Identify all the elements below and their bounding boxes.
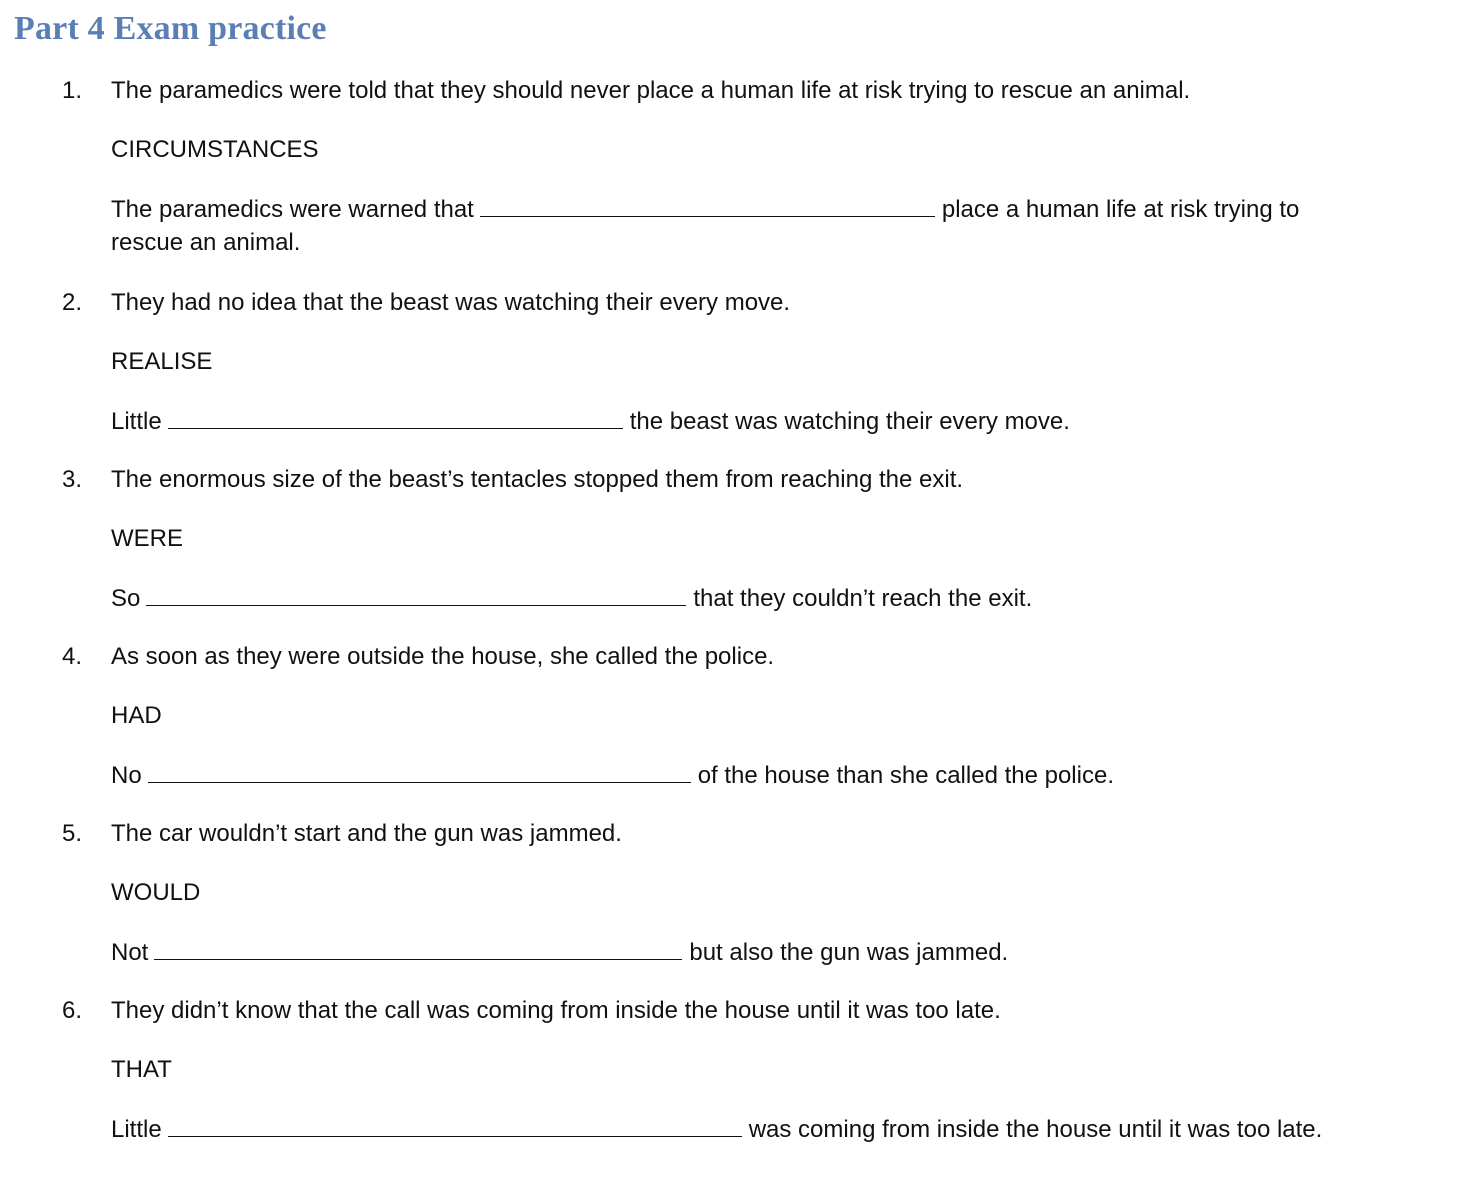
answer-line: [111, 581, 1032, 616]
answer-suffix: the beast was watching their every move.: [629, 408, 1070, 435]
question-keyword: REALISE: [111, 348, 213, 375]
answer-blank[interactable]: [148, 758, 691, 783]
answer-prefix: No: [111, 762, 142, 789]
answer-blank[interactable]: [168, 404, 623, 429]
question-sentence: The enormous size of the beast’s tentacles stopped them from reaching the exit.: [111, 466, 964, 493]
question-number: 2.: [62, 289, 83, 316]
answer-suffix: place a human life at risk trying to: [941, 196, 1300, 223]
answer-line: [111, 935, 1008, 970]
question-number: 5.: [62, 820, 83, 847]
answer-prefix: Not: [111, 939, 149, 966]
question-number: 1.: [62, 77, 83, 104]
answer-suffix: but also the gun was jammed.: [689, 939, 1009, 966]
answer-blank[interactable]: [146, 581, 686, 606]
answer-blank[interactable]: [480, 192, 935, 217]
answer-line: [111, 404, 1070, 439]
question-keyword: THAT: [111, 1056, 172, 1083]
answer-suffix: was coming from inside the house until it was too late.: [748, 1116, 1323, 1143]
question-sentence: They didn’t know that the call was coming from inside the house until it was too late.: [111, 997, 1001, 1024]
answer-continuation: rescue an animal.: [111, 229, 301, 256]
question-keyword: HAD: [111, 702, 162, 729]
page-title: Part 4 Exam practice: [14, 10, 327, 47]
question-sentence: The car wouldn’t start and the gun was jammed.: [111, 820, 622, 847]
answer-suffix: of the house than she called the police.: [697, 762, 1114, 789]
question-sentence: The paramedics were told that they should never place a human life at risk trying to rescue an animal.: [111, 77, 1191, 104]
answer-line: [111, 758, 1114, 793]
question-number: 6.: [62, 997, 83, 1024]
question-sentence: As soon as they were outside the house, she called the police.: [111, 643, 775, 670]
answer-blank[interactable]: [154, 935, 682, 960]
answer-line: [111, 192, 1299, 227]
answer-suffix: that they couldn’t reach the exit.: [693, 585, 1033, 612]
answer-blank[interactable]: [168, 1112, 742, 1137]
question-keyword: CIRCUMSTANCES: [111, 136, 319, 163]
answer-prefix: Little: [111, 408, 162, 435]
answer-line: [111, 1112, 1322, 1147]
question-number: 4.: [62, 643, 83, 670]
question-keyword: WOULD: [111, 879, 201, 906]
answer-prefix: So: [111, 585, 141, 612]
question-sentence: They had no idea that the beast was watching their every move.: [111, 289, 791, 316]
question-number: 3.: [62, 466, 83, 493]
question-keyword: WERE: [111, 525, 183, 552]
answer-prefix: Little: [111, 1116, 162, 1143]
answer-prefix: The paramedics were warned that: [111, 196, 474, 223]
